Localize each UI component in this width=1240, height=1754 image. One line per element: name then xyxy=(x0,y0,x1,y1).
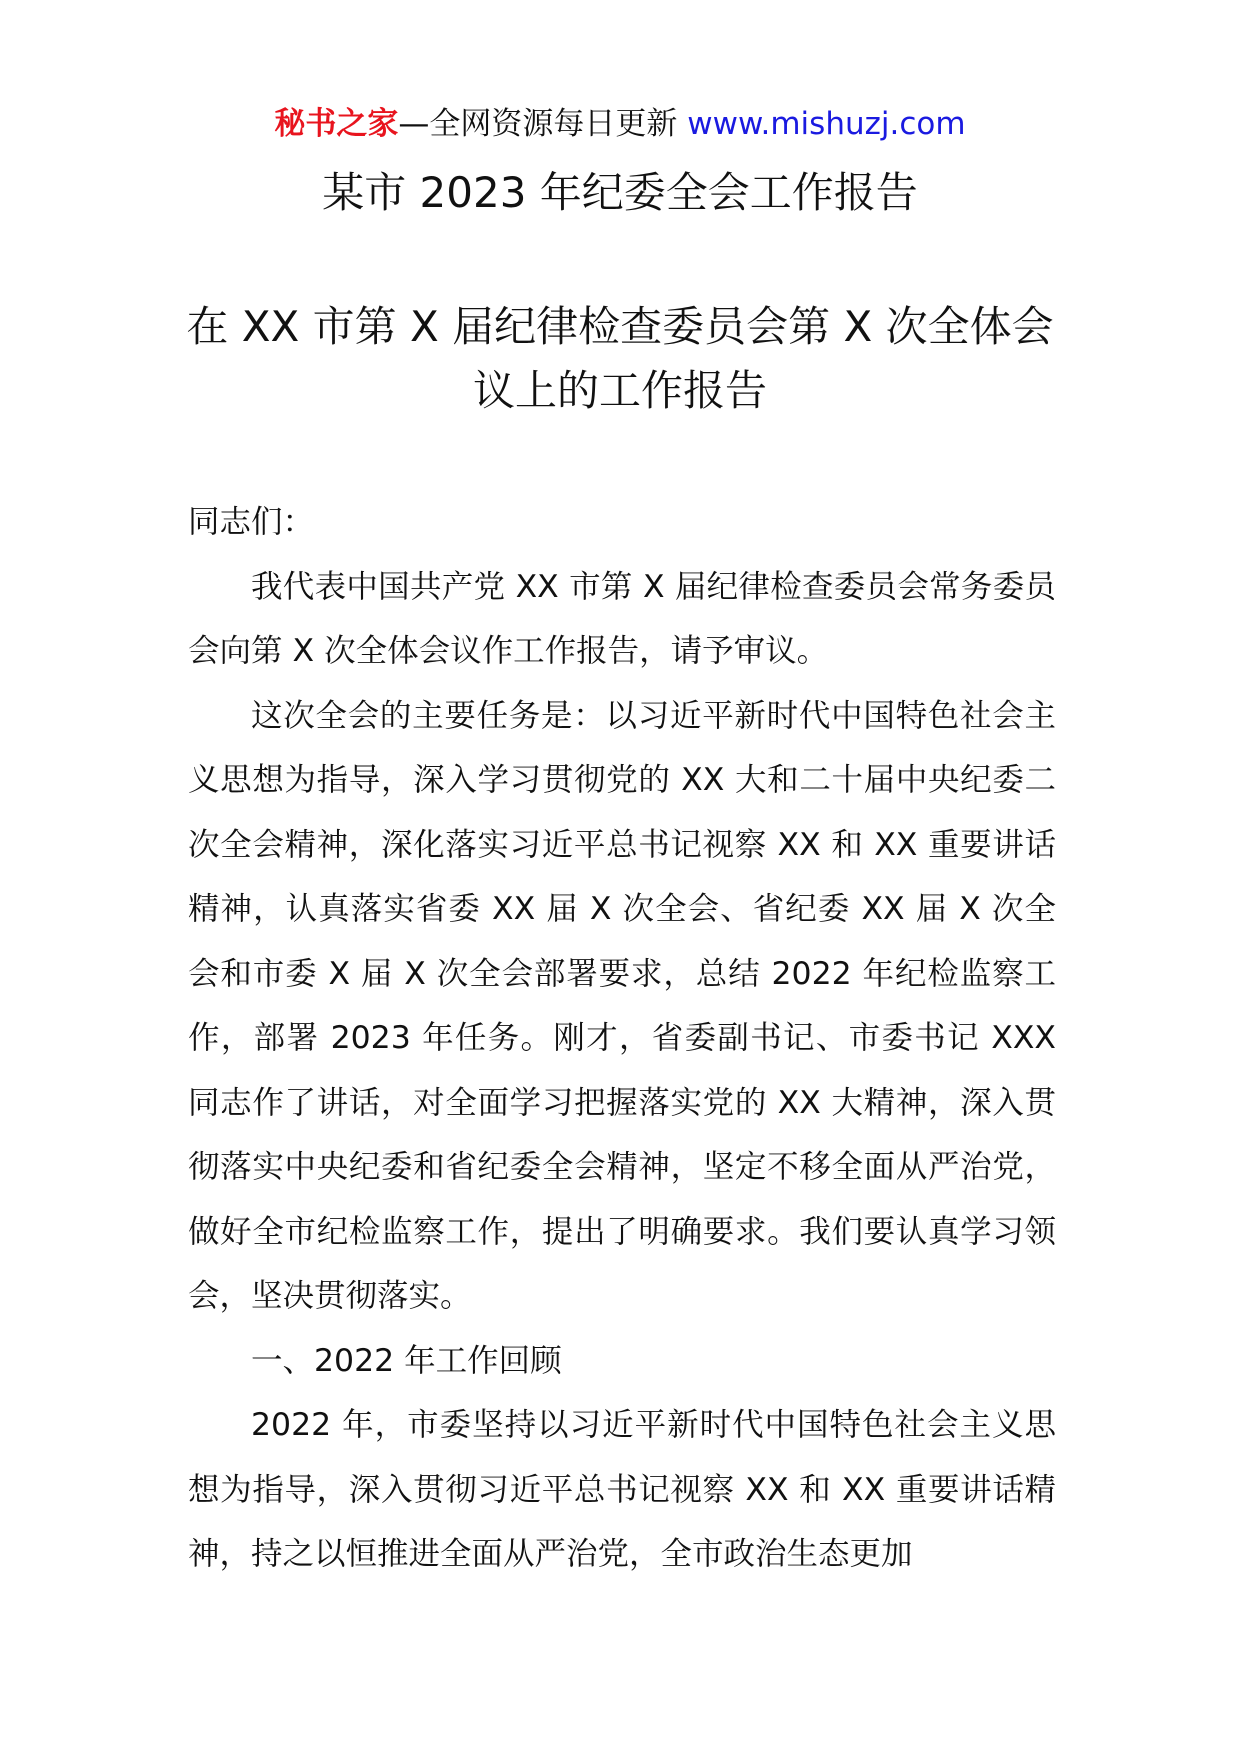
site-header xyxy=(0,102,1240,146)
document-body xyxy=(188,490,1056,1587)
site-url-link[interactable]: www.mishuzj.com xyxy=(687,106,966,142)
paragraph-opening: 我代表中国共产党 XX 市第 X 届纪律检查委员会常务委员会向第 X 次全体会议作工作报告，请予审议。 xyxy=(188,568,1056,669)
paragraph-main-tasks: 这次全会的主要任务是：以习近平新时代中国特色社会主义思想为指导，深入学习贯彻党的 XX 大和二十届中央纪委二次全会精神，深化落实习近平总书记视察 XX 和 XX 重要讲话精神，认真落实省委 XX 届 X 次全会、省纪委 XX 届 X 次全会和市委 X 届 X 次全会部署要求，总结 2022 年纪检监察工作，部署 2023 年任务。刚才，省委副书记、市委书记 XXX 同志作了讲话，对全面学习把握落实党的 XX 大精神，深入贯彻落实中央纪委和省纪委全会精神，坚定不移全面从严治党，做好全市纪检监察工作，提出了明确要求。我们要认真学习领会，坚决贯彻落实。 xyxy=(188,697,1056,1314)
site-tagline: —全网资源每日更新 xyxy=(398,106,678,142)
salutation: 同志们： xyxy=(188,504,315,540)
document-subtitle: 在 XX 市第 X 届纪律检查委员会第 X 次全体会议上的工作报告 xyxy=(186,302,1054,415)
section-heading-review: 一、2022 年工作回顾 xyxy=(251,1342,562,1379)
paragraph-review-2022: 2022 年，市委坚持以习近平新时代中国特色社会主义思想为指导，深入贯彻习近平总书记视察 XX 和 XX 重要讲话精神，持之以恒推进全面从严治党，全市政治生态更加 xyxy=(188,1407,1056,1572)
document-title: 某市 2023 年纪委全会工作报告 xyxy=(322,168,918,217)
site-brand: 秘书之家 xyxy=(274,106,399,142)
